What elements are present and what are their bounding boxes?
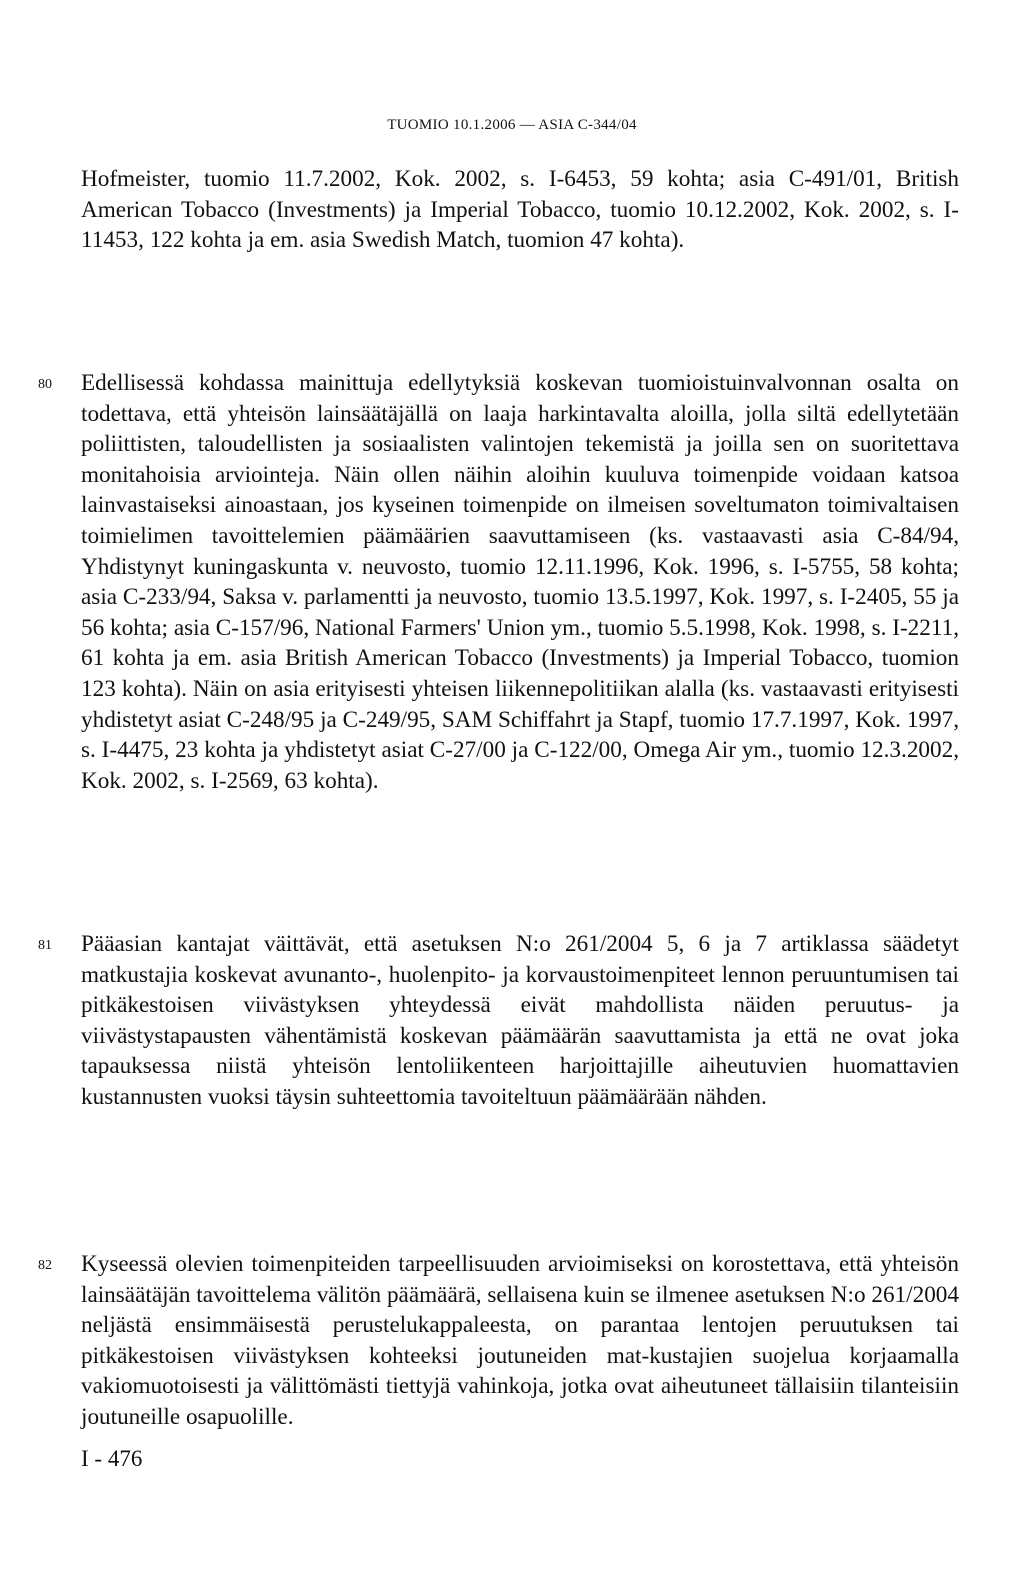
paragraph-text: Kyseessä olevien toimenpiteiden tarpeellisuuden arvioimiseksi on korostettava, että yhteisön lainsäätäjän tavoittelema välitön päämäärä, sellaisena kuin se ilmenee asetuksen N:o 261/2004 neljästä ensimmäisestä perustelukappaleesta, on parantaa lentojen peruutuksen tai pitkäkestoisen viivästyksen kohteeksi joutuneiden mat-kustajien suojelua korjaamalla vakiomuotoisesti ja välittömästi tiettyjä vahinkoja, jotka ovat aiheutuneet tällaisiin tilanteisiin joutuneille osapuolille. <box>81 1251 959 1430</box>
continued-paragraph: Hofmeister, tuomio 11.7.2002, Kok. 2002, s. I-6453, 59 kohta; asia C-491/01, British American Tobacco (Investments) ja Imperial Tobacco, tuomio 10.12.2002, Kok. 2002, s. I-11453, 122 kohta ja em. asia Swedish Match, tuomion 47 kohta). <box>81 166 959 254</box>
page-number: I - 476 <box>81 1446 143 1471</box>
paragraph-number: 81 <box>38 938 52 953</box>
paragraph-number: 80 <box>38 377 52 392</box>
paragraph-text: Edellisessä kohdassa mainittuja edellytyksiä koskevan tuomioistuinvalvonnan osalta on todettava, että yhteisön lainsäätäjällä on laaja harkintavalta aloilla, jolla siltä edellytetään poliittisten, taloudellisten ja sosiaalisten valintojen tekemistä ja joilla sen on suoritettava monitahoisia arviointeja. Näin ollen näihin aloihin kuuluva toimenpide voidaan katsoa lainvastaiseksi ainoastaan, jos kyseinen toimenpide on ilmeisen soveltumaton toimivaltaisen toimielimen tavoittelemien päämäärien saavuttamiseen (ks. vastaavasti asia C-84/94, Yhdistynyt kuningaskunta v. neuvosto, tuomio 12.11.1996, Kok. 1996, s. I-5755, 58 kohta; asia C-233/94, Saksa v. parlamentti ja neuvosto, tuomio 13.5.1997, Kok. 1997, s. I-2405, 55 ja 56 kohta; asia C-157/96, National Farmers' Union ym., tuomio 5.5.1998, Kok. 1998, s. I-2211, 61 kohta ja em. asia British American Tobacco (Investments) ja Imperial Tobacco, tuomion 123 kohta). Näin on asia erityisesti yhteisen liikennepolitiikan alalla (ks. vastaavasti erityisesti yhdistetyt asiat C-248/95 ja C-249/95, SAM Schiffahrt ja Stapf, tuomio 17.7.1997, Kok. 1997, s. I-4475, 23 kohta ja yhdistetyt asiat C-27/00 ja C-122/00, Omega Air ym., tuomio 12.3.2002, Kok. 2002, s. I-2569, 63 kohta). <box>81 370 959 794</box>
running-header: TUOMIO 10.1.2006 — ASIA C-344/04 <box>387 117 637 133</box>
paragraph-text: Pääasian kantajat väittävät, että asetuksen N:o 261/2004 5, 6 ja 7 artiklassa säädetyt matkustajia koskevat avunanto-, huolenpito- ja korvaustoimenpiteet lennon peruuntumisen tai pitkäkestoisen viivästyksen yhteydessä eivät mahdollista näiden peruutus- ja viivästystapausten vähentämistä koskevan päämäärän saavuttamista ja että ne ovat joka tapauksessa niistä yhteisön lentoliikenteen harjoittajille aiheutuvien huomattavien kustannusten vuoksi täysin suhteettomia tavoiteltuun päämäärään nähden. <box>81 931 959 1110</box>
paragraph-number: 82 <box>38 1258 52 1273</box>
